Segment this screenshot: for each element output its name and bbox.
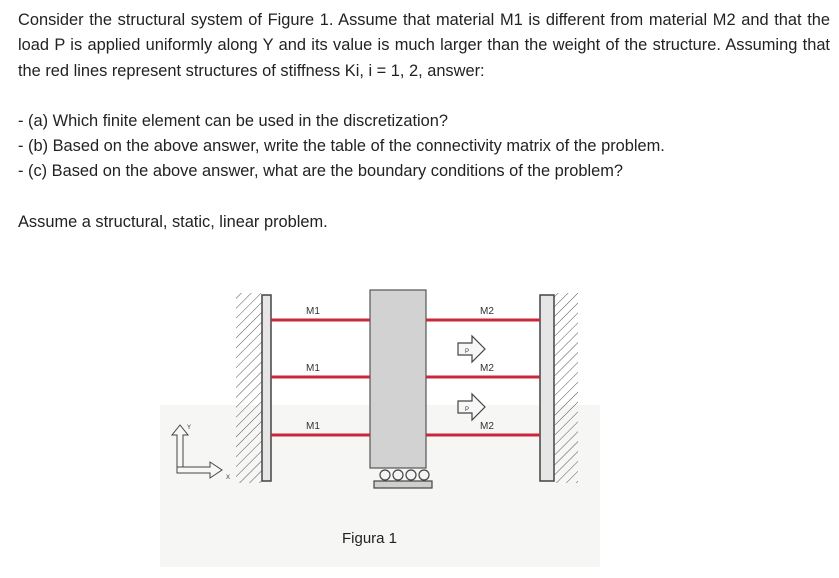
question-a: - (a) Which finite element can be used in the discretization? (18, 111, 449, 130)
label-m1-mid: M1 (306, 363, 320, 374)
assumption-line: Assume a structural, static, linear problem. (18, 212, 328, 231)
intro-paragraph: Consider the structural system of Figure 1. Assume that material M1 is different from material M2 and that the load P is applied uniformly along Y and its value is much larger than the weight of the structure. Assuming that the red lines represent structures of stiffness Ki, i = 1, 2, answer: (18, 11, 830, 80)
right-wall (540, 295, 554, 481)
figure-caption: Figura 1 (342, 530, 398, 547)
label-m1-bottom: M1 (306, 421, 320, 432)
central-block (370, 290, 426, 468)
label-m2-top: M2 (480, 306, 494, 317)
right-support (540, 293, 578, 483)
left-support (236, 293, 271, 483)
label-m2-mid: M2 (480, 363, 494, 374)
load-label-lower: P (465, 407, 470, 413)
structure-diagram (160, 285, 600, 567)
left-hatch (236, 293, 262, 483)
axis-y-label: Y (187, 425, 192, 431)
problem-statement (18, 8, 830, 235)
right-hatch (554, 293, 578, 483)
axis-x-label: X (226, 475, 231, 481)
question-c: - (c) Based on the above answer, what are the boundary conditions of the problem? (18, 162, 623, 181)
load-label-upper: P (465, 349, 470, 355)
figure-1 (160, 285, 600, 567)
question-b: - (b) Based on the above answer, write the table of the connectivity matrix of the problem. (18, 137, 665, 156)
left-wall (262, 295, 271, 481)
label-m1-top: M1 (306, 306, 320, 317)
label-m2-bottom: M2 (480, 421, 494, 432)
